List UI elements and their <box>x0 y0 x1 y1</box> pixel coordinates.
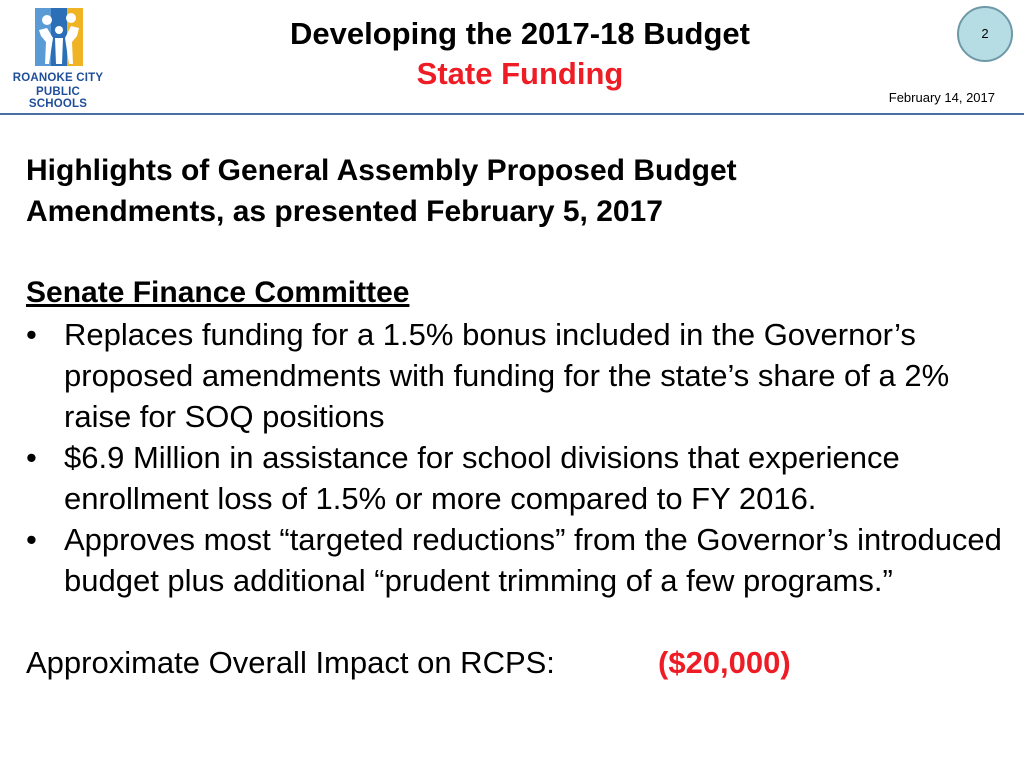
highlights-heading <box>26 150 1011 232</box>
school-logo <box>8 6 108 110</box>
section-title: Senate Finance Committee <box>26 276 410 309</box>
bullet-text: Replaces funding for a 1.5% bonus included in the Governor’s proposed amendments with funding for the state’s share of a 2% raise for SOQ positions <box>64 317 950 434</box>
impact-value: ($20,000) <box>658 645 791 680</box>
bullet-list <box>26 314 1011 601</box>
list-item <box>26 519 1011 601</box>
logo-figures-icon <box>35 8 83 66</box>
bullet-icon: • <box>26 522 37 557</box>
bullet-icon: • <box>26 317 37 352</box>
logo-text-line1: ROANOKE CITY <box>12 72 104 84</box>
logo-text-line2: PUBLIC SCHOOLS <box>28 86 88 110</box>
bullet-text: Approves most “targeted reductions” from the Governor’s introduced budget plus additional “prudent trimming of a few programs.” <box>64 522 1002 598</box>
slide-subtitle: State Funding <box>416 56 624 91</box>
slide-title: Developing the 2017-18 Budget <box>290 16 750 51</box>
bullet-text: $6.9 Million in assistance for school divisions that experience enrollment loss of 1.5% or more compared to FY 2016. <box>64 440 900 516</box>
bullet-icon: • <box>26 440 37 475</box>
highlights-heading-line2: Amendments, as presented February 5, 2017 <box>26 195 663 228</box>
list-item <box>26 437 1011 519</box>
header-divider <box>0 113 1024 115</box>
impact-label: Approximate Overall Impact on RCPS: <box>26 645 555 680</box>
overall-impact <box>26 642 1011 683</box>
slide-content <box>26 150 1011 683</box>
slide-date: February 14, 2017 <box>888 90 995 105</box>
page-number-badge: 2 <box>957 6 1013 62</box>
highlights-heading-line1: Highlights of General Assembly Proposed Budget <box>26 154 737 187</box>
list-item <box>26 314 1011 437</box>
